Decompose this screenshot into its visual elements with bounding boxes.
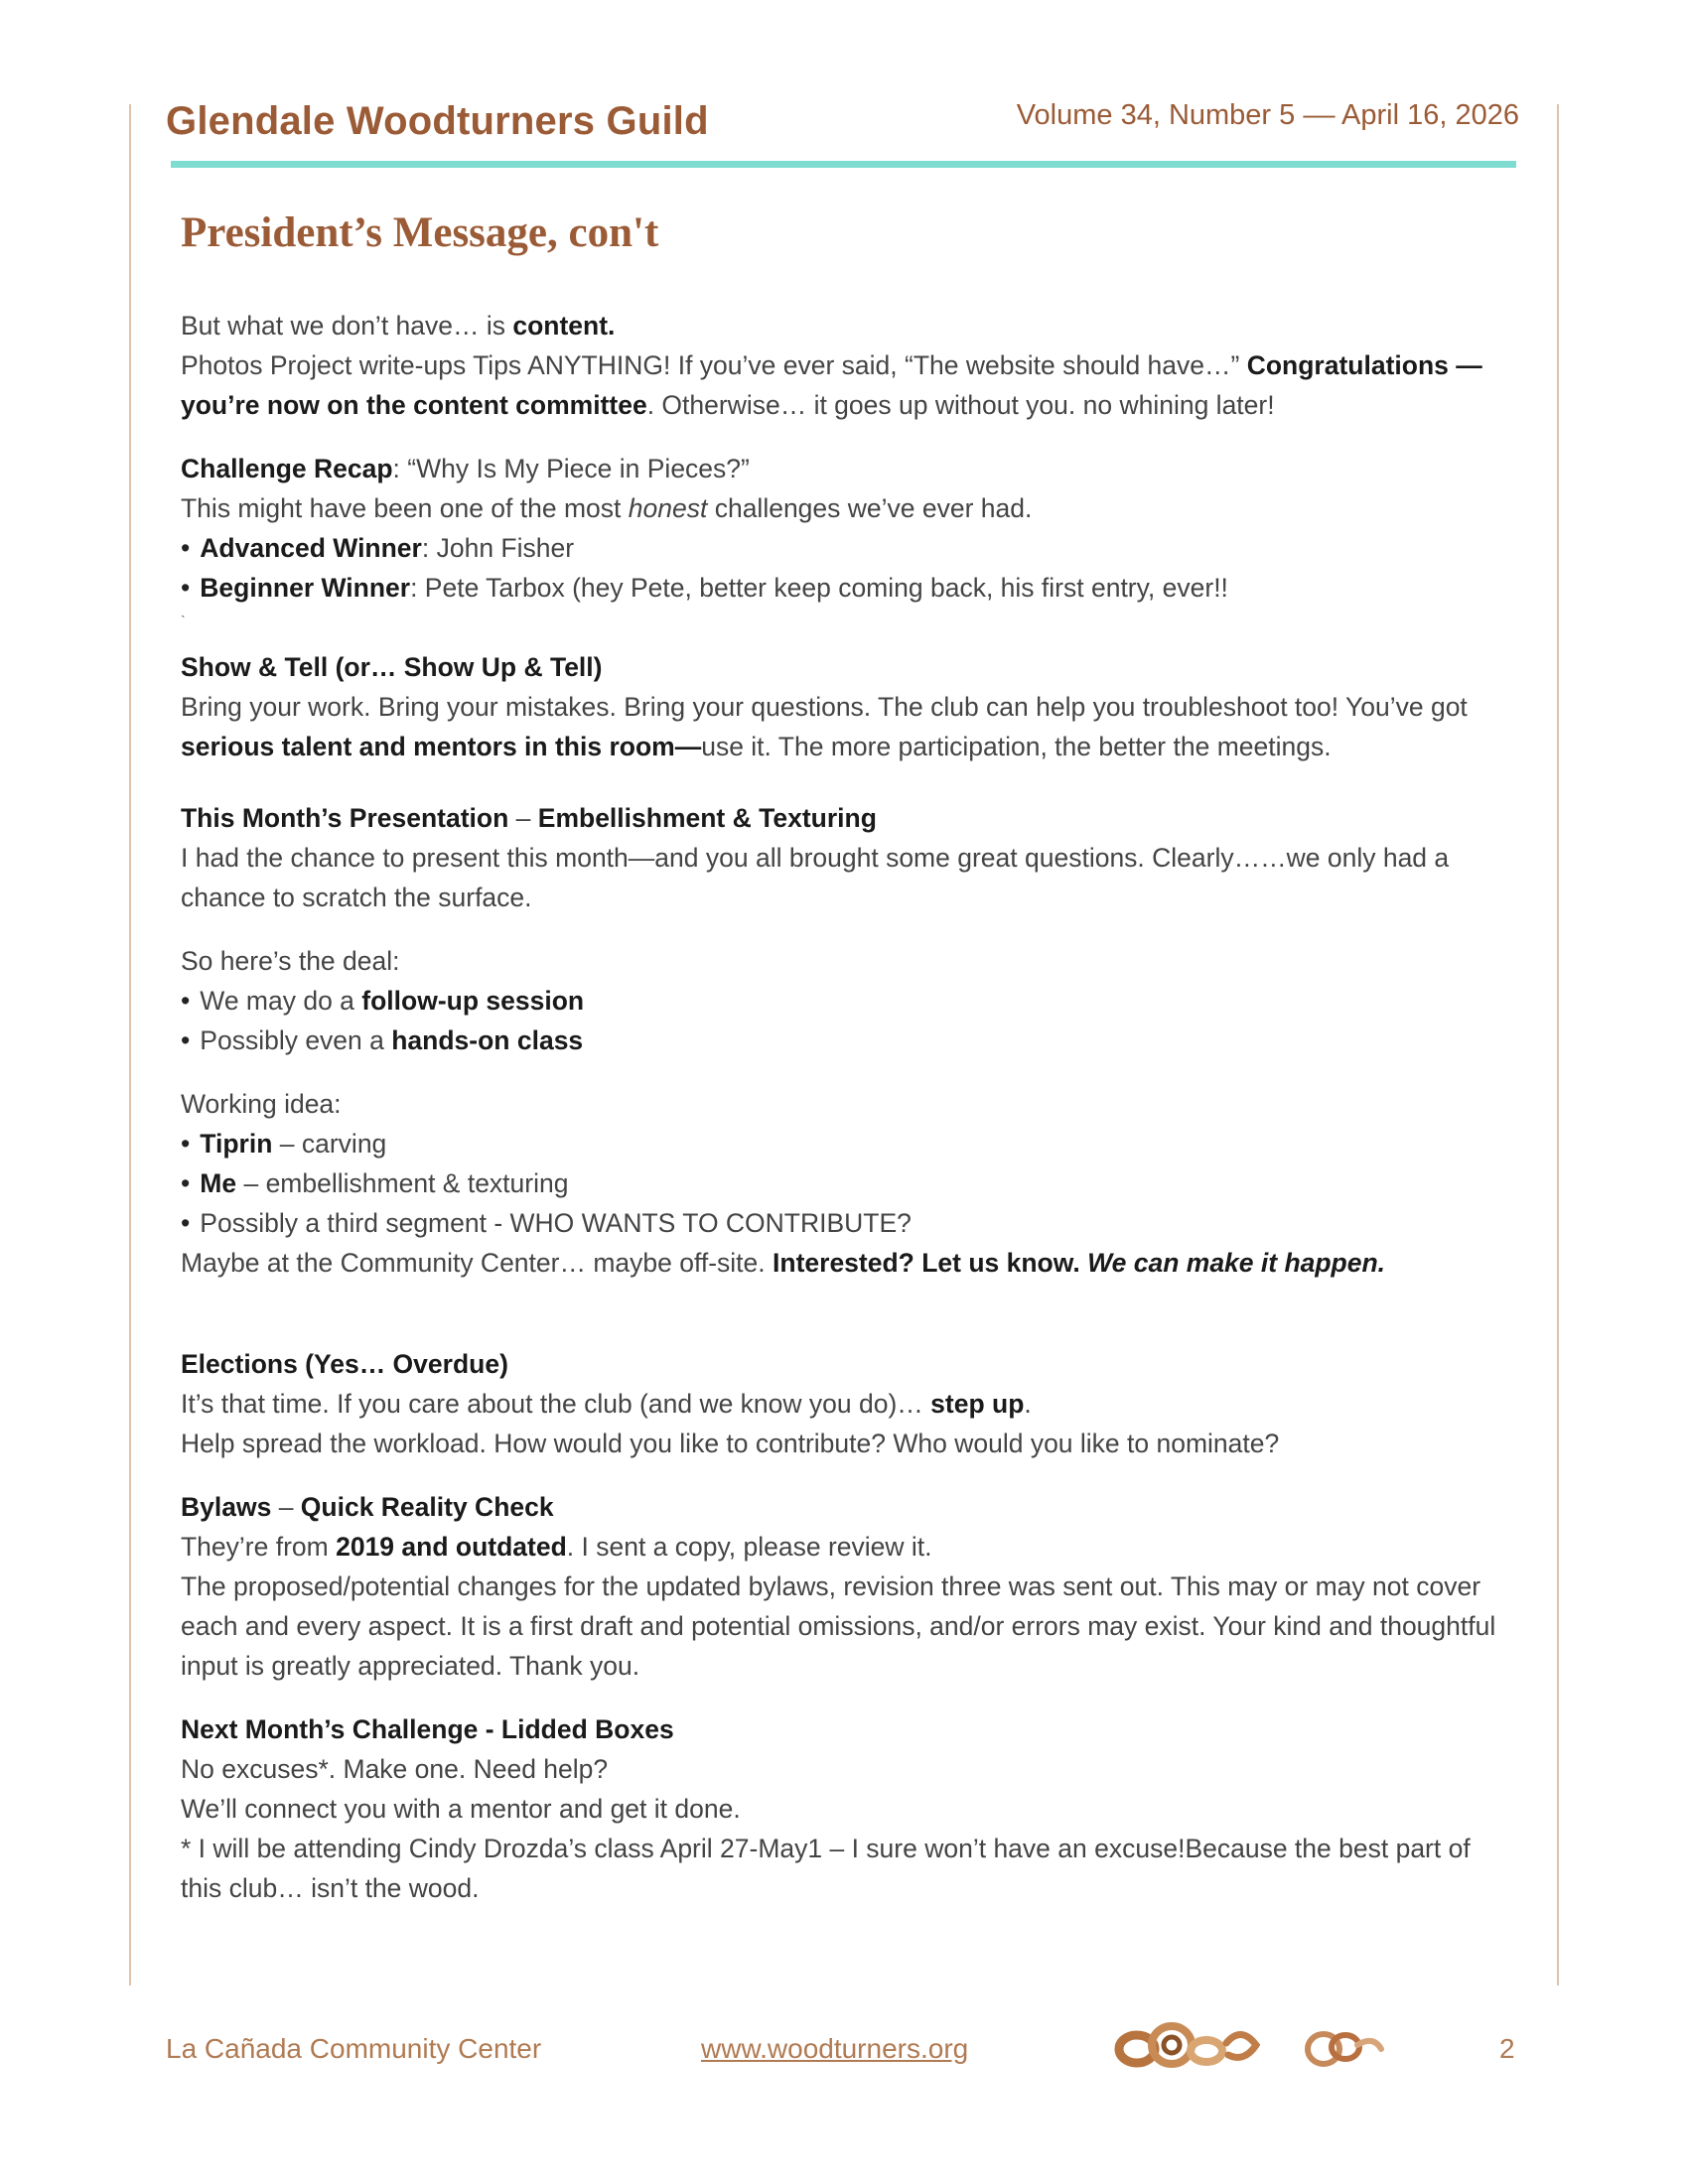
right-border-line: [1557, 104, 1559, 1985]
text-bold: Interested? Let us know.: [773, 1248, 1088, 1278]
issue-info: Volume 34, Number 5 –– April 16, 2026: [1016, 99, 1519, 131]
text: . Otherwise… it goes up without you. no whining later!: [646, 390, 1275, 420]
elections-heading: [181, 1344, 1516, 1384]
next-challenge-line2: We’ll connect you with a mentor and get it done.: [181, 1794, 741, 1824]
text: But what we don’t have… is: [181, 311, 513, 341]
text-bold: follow-up session: [361, 986, 585, 1016]
footer-location: La Cañada Community Center: [166, 2033, 542, 2064]
text: Possibly even a: [200, 1025, 392, 1055]
advanced-winner: [181, 528, 1516, 568]
text-italic: honest: [628, 493, 708, 523]
stray-mark: `: [181, 613, 186, 628]
heading-bold: Embellishment & Texturing: [537, 803, 877, 833]
text: – carving: [272, 1129, 387, 1159]
value: : Pete Tarbox (hey Pete, better keep coming back, his first entry, ever!!: [410, 573, 1228, 603]
text: Photos Project write-ups Tips ANYTHING! If you’ve ever said, “The website should have…”: [181, 350, 1247, 380]
text: Maybe at the Community Center… maybe off-site.: [181, 1248, 774, 1278]
left-border-line: [129, 104, 131, 1985]
wood-shavings-icon: [1107, 2015, 1405, 2085]
heading-bold: Next Month’s Challenge - Lidded Boxes: [181, 1714, 674, 1744]
heading-bold: Bylaws: [181, 1492, 272, 1522]
elections-text: [181, 1384, 1516, 1424]
label: Advanced Winner: [200, 533, 422, 563]
website-link[interactable]: www.woodturners.org: [701, 2033, 969, 2064]
text-bold: Tiprin: [200, 1129, 273, 1159]
value: : John Fisher: [421, 533, 575, 563]
presentation-text: I had the chance to present this month—and you all brought some great questions. Clearly……we only had a chance to scratch the surface.: [181, 843, 1450, 912]
bullet-third-segment: • Possibly a third segment - WHO WANTS TO CONTRIBUTE?: [181, 1203, 1516, 1243]
bylaws-text: The proposed/potential changes for the updated bylaws, revision three was sent out. This may or may not cover each and every aspect. It is a first draft and potential omissions, and/or errors may exist. Your kind and thoughtful input is greatly appreciated. Thank you.: [181, 1571, 1496, 1681]
text-bold: Congratulations — you’re now on the content committee: [181, 350, 1482, 420]
presentation-heading: [181, 798, 1516, 838]
message-body: [181, 306, 1516, 1908]
beginner-winner: [181, 568, 1516, 608]
text-bold: step up: [930, 1389, 1025, 1419]
heading-bold: Quick Reality Check: [300, 1492, 554, 1522]
text-bold: hands-on class: [391, 1025, 584, 1055]
challenge-recap-heading: [181, 449, 1516, 488]
label: Beginner Winner: [200, 573, 411, 603]
next-challenge-footnote: * I will be attending Cindy Drozda’s class April 27-May1 – I sure won’t have an excuse!Because the best part of this club… isn’t the wood.: [181, 1834, 1471, 1903]
text-bold: Me: [200, 1168, 237, 1198]
heading-bold: Show & Tell (or… Show Up & Tell): [181, 652, 603, 682]
paragraph-content: [181, 306, 1516, 345]
show-tell-text: [181, 687, 1516, 766]
text: .: [1024, 1389, 1032, 1419]
bullet-me: [181, 1163, 1516, 1203]
next-challenge-line1: No excuses*. Make one. Need help?: [181, 1754, 609, 1784]
show-tell-heading: [181, 647, 1516, 687]
separator: –: [271, 1492, 301, 1522]
heading-bold: Elections (Yes… Overdue): [181, 1349, 508, 1379]
bylaws-line1: [181, 1527, 1516, 1567]
location-note: [181, 1243, 1516, 1283]
bullet-tiprin: [181, 1124, 1516, 1163]
heading-bold: Challenge Recap: [181, 454, 393, 483]
heading-bold: This Month’s Presentation: [181, 803, 509, 833]
guild-name: Glendale Woodturners Guild: [166, 99, 709, 143]
bullet-hands-on: [181, 1021, 1516, 1060]
text: This might have been one of the most: [181, 493, 629, 523]
paragraph-website: [181, 345, 1516, 425]
text: We may do a: [200, 986, 362, 1016]
text: It’s that time. If you care about the club (and we know you do)…: [181, 1389, 931, 1419]
header-rule: [171, 161, 1516, 168]
next-challenge-heading: [181, 1709, 1516, 1749]
heading-text: : “Why Is My Piece in Pieces?”: [392, 454, 750, 483]
text: Bring your work. Bring your mistakes. Bring your questions. The club can help you troubleshoot too! You’ve got: [181, 692, 1468, 722]
separator: –: [508, 803, 538, 833]
text: – embellishment & texturing: [236, 1168, 569, 1198]
bullet-follow-up: [181, 981, 1516, 1021]
text: use it. The more participation, the better the meetings.: [701, 732, 1332, 761]
section-title: President’s Message, con't: [181, 209, 659, 256]
challenge-recap-text: [181, 488, 1516, 528]
text: . I sent a copy, please review it.: [566, 1532, 932, 1562]
page-number: 2: [1499, 2033, 1515, 2064]
text: They’re from: [181, 1532, 337, 1562]
text-bold-italic: We can make it happen.: [1087, 1248, 1386, 1278]
text: challenges we’ve ever had.: [707, 493, 1033, 523]
elections-line2: Help spread the workload. How would you like to contribute? Who would you like to nominate?: [181, 1429, 1280, 1458]
text-bold: content.: [512, 311, 616, 341]
bylaws-heading: [181, 1487, 1516, 1527]
deal-intro: So here’s the deal:: [181, 946, 400, 976]
text-bold: 2019 and outdated: [336, 1532, 567, 1562]
text-bold: serious talent and mentors in this room—: [181, 732, 702, 761]
working-idea: Working idea:: [181, 1089, 342, 1119]
